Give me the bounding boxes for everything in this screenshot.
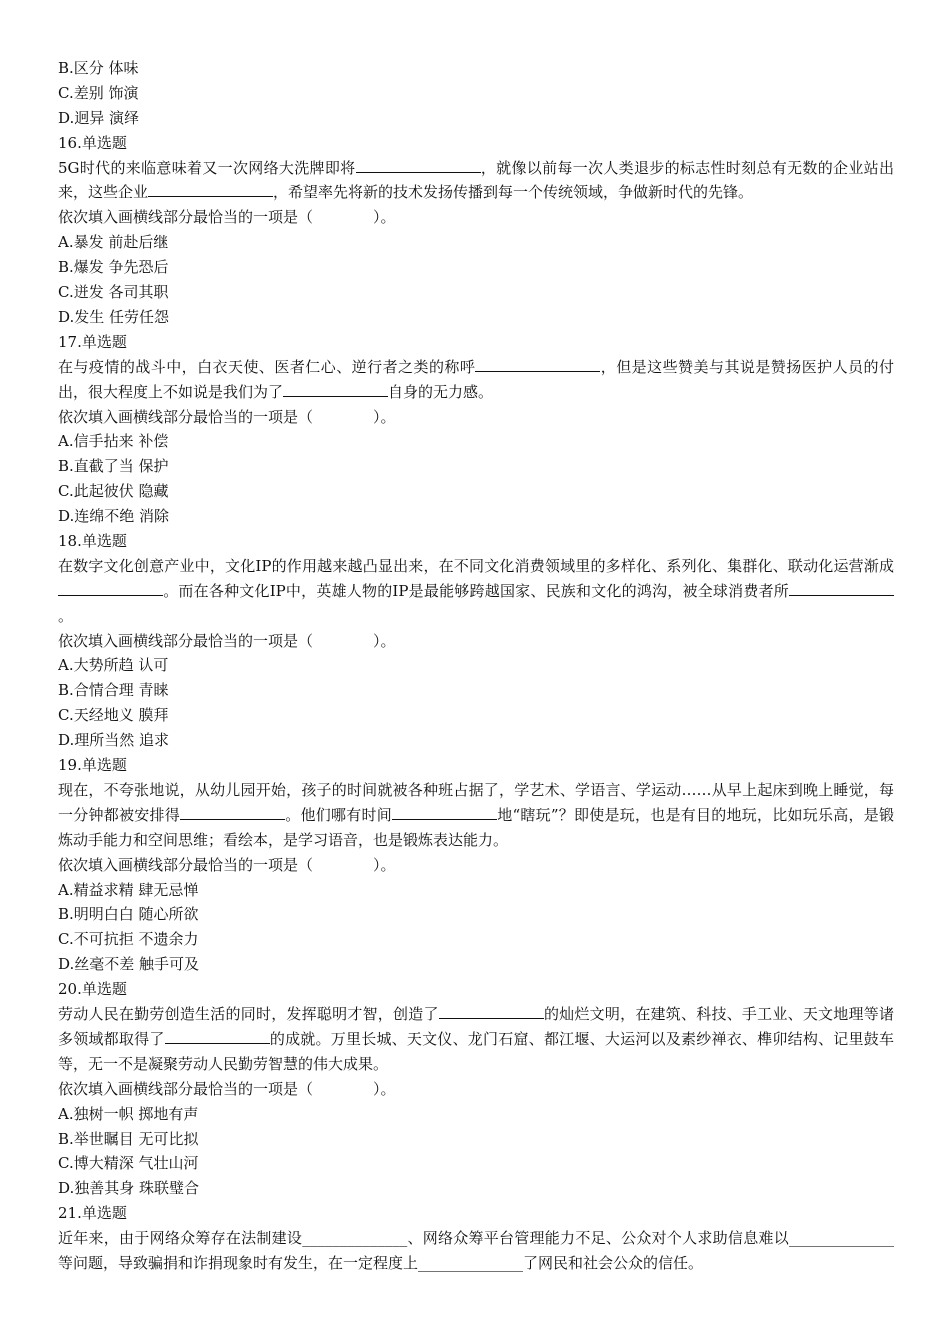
question-21-stem: 近年来，由于网络众筹存在法制建设______________、网络众筹平台管理能力不足、公众对个人求助信息难以______________等问题，导致骗捐和诈捐现象时有发生，在一定程度上______________了网民和社会公众的信任。 bbox=[58, 1229, 894, 1272]
question-17-stem: 在与疫情的战斗中，白衣天使、医者仁心、逆行者之类的称呼 ，但是这些赞美与其说是赞扬医护人员的付出，很大程度上不如说是我们为了 自身的无力感。 bbox=[58, 357, 894, 401]
question-20-prompt: 依次填入画横线部分最恰当的一项是（ ）。 bbox=[58, 1079, 396, 1098]
option-20d: D.独善其身 珠联璧合 bbox=[58, 1179, 200, 1198]
option-19b: B.明明白白 随心所欲 bbox=[58, 905, 199, 924]
option-18a: A.大势所趋 认可 bbox=[58, 656, 169, 675]
question-19-stem: 现在，不夸张地说，从幼儿园开始，孩子的时间就被各种班占据了，学艺术、学语言、学运动……从早上起床到晚上睡觉，每一分钟都被安排得 。他们哪有时间 地“瞎玩”？即使是玩，也是有目的地玩，比如玩乐高，是锻炼动手能力和空间思维；看绘本，是学习语音，也是锻炼表达能力。 bbox=[58, 780, 894, 849]
option-15d: D.迥异 演绎 bbox=[58, 108, 140, 127]
option-19d: D.丝毫不差 触手可及 bbox=[58, 955, 200, 974]
answer-blank bbox=[475, 357, 600, 372]
option-16d: D.发生 任劳任怨 bbox=[58, 307, 170, 326]
question-17-prompt: 依次填入画横线部分最恰当的一项是（ ）。 bbox=[58, 407, 396, 426]
option-15b: B.区分 体味 bbox=[58, 59, 139, 77]
option-20a: A.独树一帜 掷地有声 bbox=[58, 1104, 199, 1123]
option-18d: D.理所当然 追求 bbox=[58, 731, 170, 750]
question-18-stem: 在数字文化创意产业中，文化IP的作用越来越凸显出来，在不同文化消费领域里的多样化、系列化、集群化、联动化运营渐成。而在各种文化IP中，英雄人物的IP是最能够跨越国家、民族和文化的鸿沟，被全球消费者所。 bbox=[58, 556, 894, 625]
option-16b: B.爆发 争先恐后 bbox=[58, 258, 169, 277]
answer-blank bbox=[439, 1004, 544, 1019]
question-16-stem: 5G时代的来临意味着又一次网络大洗牌即将 ，就像以前每一次人类退步的标志性时刻总有无数的企业站出来，这些企业 ，希望率先将新的技术发扬传播到每一个传统领域，争做新时代的先锋。 bbox=[58, 158, 894, 202]
question-19-prompt: 依次填入画横线部分最恰当的一项是（ ）。 bbox=[58, 855, 396, 874]
option-20b: B.举世瞩目 无可比拟 bbox=[58, 1129, 199, 1148]
option-17a: A.信手拈来 补偿 bbox=[58, 432, 169, 451]
option-17d: D.连绵不绝 消除 bbox=[58, 507, 170, 526]
answer-blank bbox=[180, 805, 285, 820]
question-21-header: 21.单选题 bbox=[58, 1204, 127, 1223]
question-16-header: 16.单选题 bbox=[58, 133, 127, 152]
answer-blank: ______________ bbox=[788, 1229, 894, 1248]
option-20c: C.博大精深 气壮山河 bbox=[58, 1154, 199, 1173]
question-20-header: 20.单选题 bbox=[58, 980, 127, 999]
question-18-header: 18.单选题 bbox=[58, 531, 127, 550]
answer-blank bbox=[283, 382, 388, 397]
option-18c: C.天经地义 膜拜 bbox=[58, 706, 169, 725]
answer-blank bbox=[392, 805, 497, 820]
answer-blank bbox=[789, 581, 894, 596]
question-20-stem: 劳动人民在勤劳创造生活的同时，发挥聪明才智，创造了 的灿烂文明，在建筑、科技、手工业、天文地理等诸多领域都取得了 的成就。万里长城、天文仪、龙门石窟、都江堰、大运河以及素纱禅衣、榫卯结构、记里鼓车等，无一不是凝聚劳动人民勤劳智慧的伟大成果。 bbox=[58, 1005, 894, 1073]
question-16-prompt: 依次填入画横线部分最恰当的一项是（ ）。 bbox=[58, 208, 396, 227]
option-19c: C.不可抗拒 不遗余力 bbox=[58, 930, 199, 949]
question-17-header: 17.单选题 bbox=[58, 332, 127, 351]
document-body bbox=[58, 56, 894, 1276]
option-18b: B.合情合理 青睐 bbox=[58, 681, 169, 700]
answer-blank bbox=[148, 182, 273, 197]
option-15c: C.差别 饰演 bbox=[58, 83, 139, 102]
question-18-prompt: 依次填入画横线部分最恰当的一项是（ ）。 bbox=[58, 631, 396, 650]
answer-blank: ______________ bbox=[302, 1229, 408, 1248]
answer-blank: ______________ bbox=[418, 1253, 524, 1272]
answer-blank bbox=[165, 1029, 270, 1044]
option-17c: C.此起彼伏 隐藏 bbox=[58, 482, 169, 501]
option-17b: B.直截了当 保护 bbox=[58, 457, 169, 476]
option-16a: A.暴发 前赴后继 bbox=[58, 233, 169, 252]
question-19-header: 19.单选题 bbox=[58, 756, 127, 775]
answer-blank bbox=[58, 581, 163, 596]
answer-blank bbox=[356, 158, 481, 173]
option-16c: C.迸发 各司其职 bbox=[58, 283, 169, 302]
option-19a: A.精益求精 肆无忌惮 bbox=[58, 880, 199, 899]
